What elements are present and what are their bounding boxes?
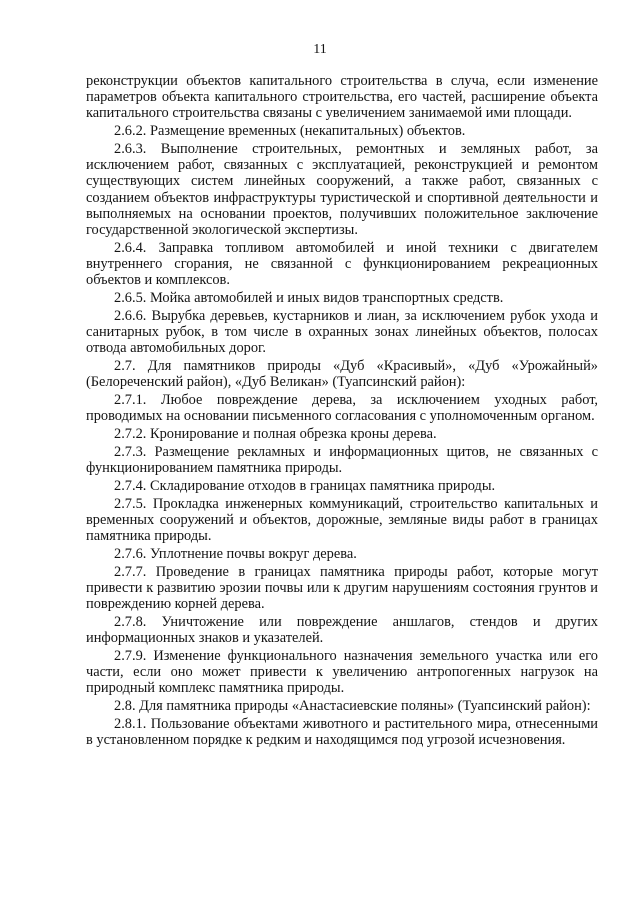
paragraph-continuation: реконструкции объектов капитального строительства в случа, если изменение параметров объекта капитального строительства, его частей, расширение объекта капитального строительства связаны с увеличением занимаемой ими площади. — [86, 73, 598, 122]
paragraph-2-7-1: 2.7.1. Любое повреждение дерева, за исключением уходных работ, проводимых на основании письменного согласования с уполномоченным органом. — [86, 392, 598, 425]
paragraph-2-7-3: 2.7.3. Размещение рекламных и информационных щитов, не связанных с функционированием памятника природы. — [86, 443, 598, 477]
paragraph-2-7-2: 2.7.2. Кронирование и полная обрезка кроны дерева. — [114, 426, 437, 443]
paragraph-2-7-9: 2.7.9. Изменение функционального назначения земельного участка или его части, если оно может привести к увеличению антропогенных нагрузок на природный комплекс памятника природы. — [86, 647, 598, 697]
document-body — [86, 73, 598, 750]
paragraph-2-7-4: 2.7.4. Складирование отходов в границах памятника природы. — [114, 477, 496, 494]
paragraph-2-7: 2.7. Для памятников природы «Дуб «Красивый», «Дуб «Урожайный» (Белореченский район), «Дуб Великан» (Туапсинский район): — [86, 358, 598, 391]
paragraph-2-7-5: 2.7.5. Прокладка инженерных коммуникаций, строительство капитальных и временных сооружений и объектов, дорожные, земляные виды работ в границах памятника природы. — [86, 495, 598, 545]
paragraph-2-7-7: 2.7.7. Проведение в границах памятника природы работ, которые могут привести к развитию эрозии почвы или к другим нарушениям состояния грунтов и повреждению корней дерева. — [86, 563, 598, 613]
paragraph-2-7-6: 2.7.6. Уплотнение почвы вокруг дерева. — [114, 545, 357, 562]
page-number: 11 — [313, 42, 327, 57]
paragraph-2-6-5: 2.6.5. Мойка автомобилей и иных видов транспортных средств. — [114, 290, 504, 307]
paragraph-2-6-6: 2.6.6. Вырубка деревьев, кустарников и лиан, за исключением рубок ухода и санитарных рубок, в том числе в охранных зонах линейных объектов, полосах отвода автомобильных дорог. — [86, 307, 598, 357]
paragraph-2-8-1: 2.8.1. Пользование объектами животного и растительного мира, отнесенными в установленном порядке к редким и находящимся под угрозой исчезновения. — [86, 715, 598, 749]
paragraph-2-8: 2.8. Для памятника природы «Анастасиевские поляны» (Туапсинский район): — [114, 698, 591, 715]
paragraph-2-6-4: 2.6.4. Заправка топливом автомобилей и иной техники с двигателем внутреннего сгорания, не связанной с функционированием рекреационных объектов и комплексов. — [86, 239, 598, 289]
paragraph-2-7-8: 2.7.8. Уничтожение или повреждение аншлагов, стендов и других информационных знаков и указателей. — [86, 613, 598, 647]
paragraph-2-6-2: 2.6.2. Размещение временных (некапитальных) объектов. — [114, 123, 466, 140]
paragraph-2-6-3: 2.6.3. Выполнение строительных, ремонтных и земляных работ, за исключением работ, связанных с эксплуатацией, реконструкцией и ремонтом существующих систем линейных сооружений, а также работ, связанных с созданием объектов инфраструктуры туристической и спортивной деятельности и выполняемых на основании проектов, получивших положительное заключение государственной экологической экспертизы. — [86, 141, 598, 239]
